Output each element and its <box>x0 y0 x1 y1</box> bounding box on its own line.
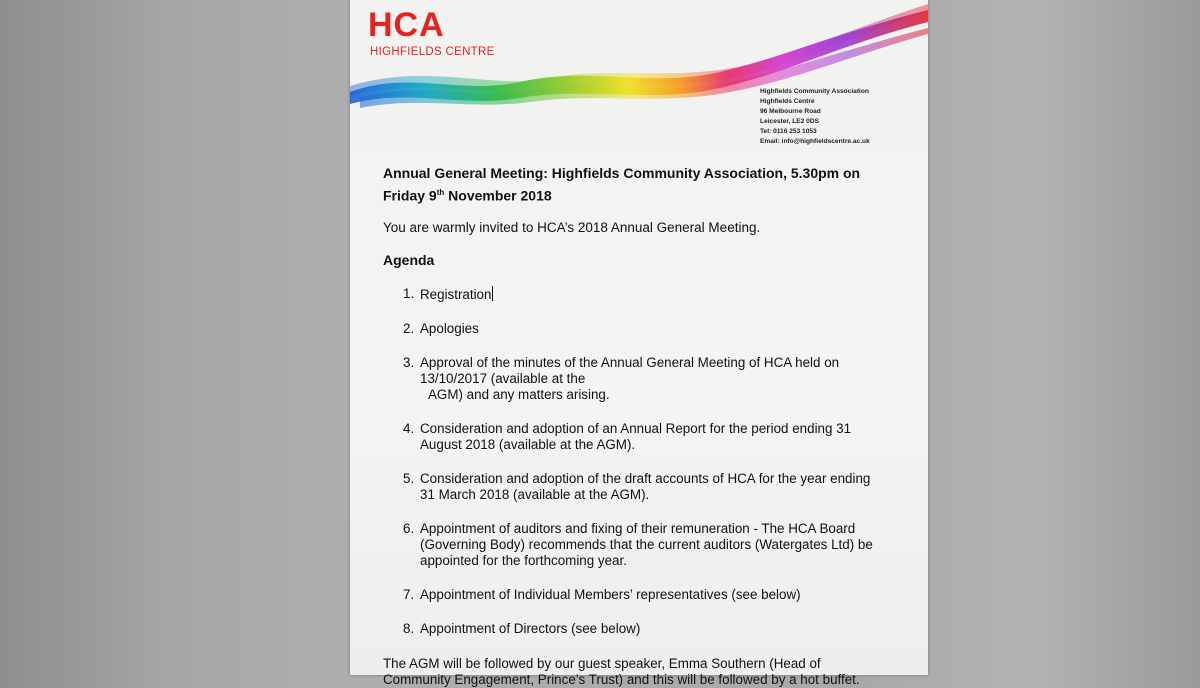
agenda-item-number: 2. <box>403 320 415 336</box>
agenda-item-text: 13/10/2017 (available at the <box>420 370 586 386</box>
agenda-item-text: AGM) and any matters arising. <box>428 386 610 402</box>
agenda-item-number: 1. <box>403 285 415 301</box>
document-page <box>350 0 928 687</box>
logo-subtitle: HIGHFIELDS CENTRE <box>370 46 495 58</box>
agenda-item <box>383 286 903 303</box>
address-block <box>760 87 870 147</box>
agenda-item <box>383 321 903 337</box>
agenda-item <box>383 421 903 453</box>
agenda-item-text: Appointment of auditors and fixing of their remuneration - The HCA Board <box>420 520 856 536</box>
document-body[interactable] <box>383 164 903 688</box>
agenda-item-text: Consideration and adoption of the draft accounts of HCA for the year ending <box>420 470 871 486</box>
agenda-item <box>383 587 903 603</box>
address-line: Tel: 0116 253 1053 <box>760 128 817 135</box>
agenda-item-number: 7. <box>403 586 415 602</box>
address-line: Highfields Centre <box>760 98 815 105</box>
agenda-item-text: Appointment of Directors (see below) <box>420 620 641 636</box>
agenda-item-number: 5. <box>403 470 415 486</box>
agenda-item <box>383 621 903 637</box>
meeting-title: Annual General Meeting: Highfields Community Association, 5.30pm on Friday 9th November 2018 <box>383 165 861 204</box>
agenda-item-number: 6. <box>403 520 415 536</box>
address-line: Highfields Community Association <box>760 88 869 95</box>
address-line: Leicester, LE2 0DS <box>760 118 820 125</box>
agenda-item-text: 31 March 2018 (available at the AGM). <box>420 486 650 502</box>
agenda-item <box>383 521 903 569</box>
agenda-heading: Agenda <box>383 251 435 268</box>
agenda-item-text: appointed for the forthcoming year. <box>420 552 627 568</box>
address-line: Email: info@highfieldscentre.ac.uk <box>760 138 870 145</box>
agenda-item-text: (Governing Body) recommends that the current auditors (Watergates Ltd) be <box>420 536 873 552</box>
agenda-item-text: Apologies <box>420 320 479 336</box>
closing-paragraph: The AGM will be followed by our guest speaker, Emma Southern (Head of Community Engagement, Prince’s Trust) and this will be followed by a hot buffet. <box>383 655 860 687</box>
agenda-item-text: August 2018 (available at the AGM). <box>420 436 636 452</box>
agenda-item-text: Approval of the minutes of the Annual General Meeting of HCA held on <box>420 354 840 370</box>
agenda-item-text: Registration <box>420 286 492 302</box>
agenda-item <box>383 355 903 403</box>
text-cursor <box>492 286 493 301</box>
hca-logo: HCA <box>368 6 445 44</box>
agenda-item <box>383 471 903 503</box>
agenda-item-number: 3. <box>403 354 415 370</box>
agenda-item-number: 4. <box>403 420 415 436</box>
invitation-text: You are warmly invited to HCA’s 2018 Annual General Meeting. <box>383 219 761 235</box>
agenda-item-text: Appointment of Individual Members’ representatives (see below) <box>420 586 801 602</box>
agenda-item-text: Consideration and adoption of an Annual Report for the period ending 31 <box>420 420 852 436</box>
agenda-item-number: 8. <box>403 620 415 636</box>
address-line: 96 Melbourne Road <box>760 108 821 115</box>
